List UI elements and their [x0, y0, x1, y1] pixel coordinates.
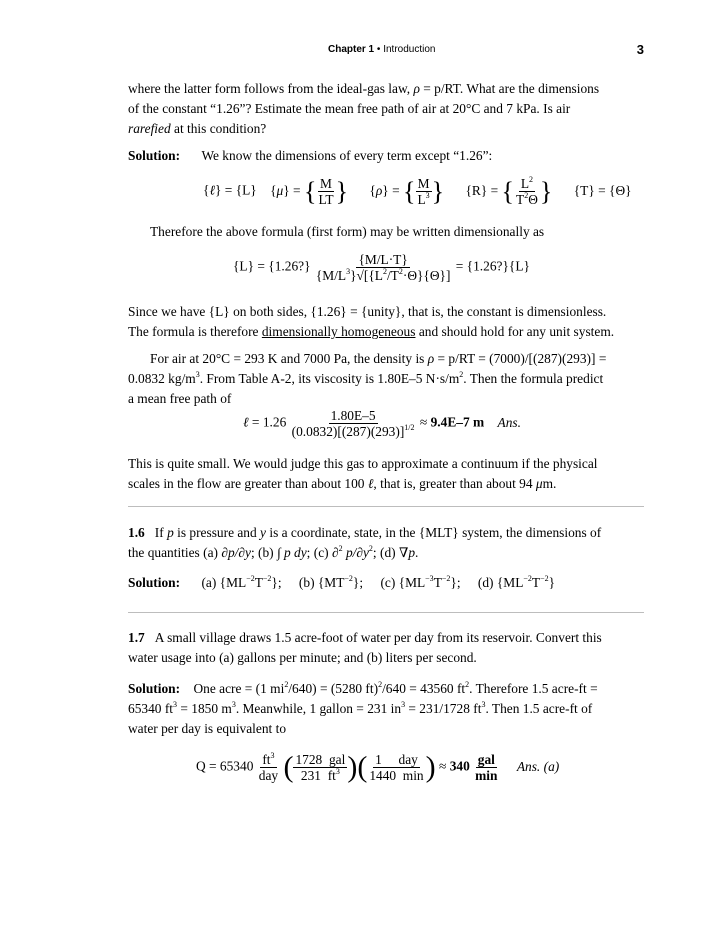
solution-label: Solution:	[128, 575, 181, 590]
text-line: where the latter form follows from the ideal-gas law, ρ = p/RT. What are the dimensions	[128, 81, 600, 96]
problem-1-7	[128, 628, 644, 668]
mean-free-path-equation	[243, 408, 521, 439]
section-label: Introduction	[383, 44, 436, 55]
eq-length: {ℓ} = {L}	[203, 182, 257, 198]
text-line: of the constant “1.26”? Estimate the mean free path of air at 20°C and 7 kPa. Is air	[128, 101, 571, 116]
unit-num: gal	[477, 752, 495, 767]
approx-sign: ≈	[419, 414, 428, 430]
small-paragraph	[128, 454, 644, 494]
section-divider	[128, 612, 644, 613]
text-fragment: and should hold for any unit system.	[415, 324, 615, 339]
eq-t: {T} = {Θ}	[573, 182, 632, 198]
unit-gal-min	[473, 752, 499, 783]
problem-text	[128, 79, 644, 139]
eq2-num: {M/L·T}	[358, 252, 408, 267]
solution-text: We know the dimensions of every term except “1.26”:	[201, 148, 493, 163]
paren-close: )	[347, 750, 358, 784]
eq-rho: {ρ} = { $\frac{M}{L^3}$ }	[369, 176, 445, 207]
section-divider	[128, 506, 644, 507]
frac-num: M	[320, 176, 332, 191]
page-header	[128, 43, 644, 59]
eq3-result: 9.4E–7 m	[430, 414, 485, 430]
approx-sign: ≈	[438, 758, 447, 774]
problem-1-6	[128, 523, 644, 563]
chapter-label: Chapter 1	[328, 44, 375, 55]
eq3-fraction	[290, 408, 417, 439]
eq3-lhs: ℓ = 1.26	[243, 414, 287, 430]
problem-number: 1.7	[128, 630, 145, 645]
air-paragraph	[128, 349, 644, 409]
therefore-line: Therefore the above formula (first form) may be written dimensionally as	[150, 224, 545, 239]
frac-den: LT	[318, 192, 334, 207]
flow-equation	[196, 752, 559, 783]
solution-line	[128, 148, 492, 164]
solution-label: Solution:	[128, 681, 181, 696]
solution-label: Solution:	[128, 148, 181, 163]
page-number: 3	[636, 42, 644, 57]
text-fragment: The formula is therefore	[128, 324, 262, 339]
eq3-den: $(0.0832)[(287)(293)]^{1/2}$	[291, 423, 415, 439]
text-line	[128, 322, 644, 342]
answer-a: (a) $\{ML^{-2}T^{-2}\}$;	[201, 574, 282, 590]
text-line	[128, 628, 644, 648]
text-line: the quantities (a) ∂p/∂y; (b) ∫ p dy; (c) ∂$^2$ $p/\partial y^2$; (d) ∇p.	[128, 544, 419, 560]
eq3-num: 1.80E–5	[330, 408, 376, 423]
eq2-lhs: {L} = {1.26?}	[233, 258, 311, 274]
running-head	[328, 44, 435, 55]
emphasis-rarefied: rarefied	[128, 121, 171, 136]
text-line: Solution: One acre = (1 $mi^2/640) = (5280$ ft)$^2$/640 = 43560 $ft^2$. Therefore 1.5 acre-ft =	[128, 680, 598, 696]
text-line: water per day is equivalent to	[128, 721, 287, 736]
bullet-separator: •	[376, 44, 381, 55]
text-line: For air at 20°C = 293 K and 7000 Pa, the density is ρ = p/RT = (7000)/[(287)(293)] =	[150, 351, 607, 366]
q-lhs: Q = 65340	[196, 758, 254, 774]
text-line: water usage into (a) gallons per minute; and (b) liters per second.	[128, 650, 477, 665]
answer-c: (c) $\{ML^{-3}T^{-2}\}$;	[380, 574, 461, 590]
dimension-equation	[203, 176, 632, 207]
answer-label: Ans.	[497, 414, 521, 430]
solution-1-7	[128, 679, 644, 739]
text-line: 1.6 If p is pressure and y is a coordinate, state, in the {MLT} system, the dimensions of	[128, 525, 602, 540]
text-line	[128, 119, 644, 139]
eq2-den: $\{M/L^3\}√[\{L^2/T^2\cdot\Theta\}\{\Theta\}]$	[315, 267, 451, 283]
text-fragment: at this condition?	[170, 121, 267, 136]
answer-d: (d) $\{ML^{-2}T^{-2}\}$	[477, 574, 556, 590]
eq2-rhs: = {1.26?}{L}	[455, 258, 530, 274]
paren-open: (	[357, 750, 368, 784]
dimension-equation-2	[233, 252, 530, 283]
frac-den: day	[258, 768, 279, 783]
text-line: Since we have {L} on both sides, {1.26} = {unity}, that is, the constant is dimensionless.	[128, 304, 607, 319]
solution-1-6	[128, 575, 555, 591]
paren-open: (	[283, 750, 294, 784]
eq-r: {R} = { $\frac{L^2}{T^2\Theta}$ }	[465, 175, 553, 207]
fraction-ft3-day: $\frac{ft^3}{\text{day}}$	[258, 751, 279, 783]
fraction-gal-ft3: $\frac{\text{1728 gal}}{231 ft^3}$	[295, 752, 346, 783]
underlined-term: dimensionally homogeneous	[261, 324, 416, 339]
text-line: scales in the flow are greater than about 100 ℓ, that is, greater than about 94 μm.	[128, 476, 557, 491]
text-fragment: A small village draws 1.5 acre-foot of water per day from its reservoir. Convert this	[154, 630, 602, 645]
eq2-fraction	[314, 252, 453, 283]
text-line: This is quite small. We would judge this gas to approximate a continuum if the physical	[128, 456, 598, 471]
text-line: 65340 $ft^3 = 1850$ $m^3$. Meanwhile, 1 gallon = 231 $in^3 = 231/1728$ $ft^3$. Then 1.5 acre-ft of	[128, 700, 593, 716]
paren-close: )	[425, 750, 436, 784]
answer-b: (b) $\{MT^{-2}\}$;	[298, 574, 364, 590]
problem-number: 1.6	[128, 525, 145, 540]
text-line: a mean free path of	[128, 391, 232, 406]
answer-label: Ans. (a)	[516, 758, 560, 774]
q-result: 340	[449, 758, 470, 774]
since-paragraph	[128, 302, 644, 342]
fraction-day-min: $\frac{\text{1 day}}{1440 \min}$	[369, 752, 424, 783]
text-line: 0.0832 $kg/m^3$. From Table A-2, its viscosity is 1.80E–5 $N\cdot s/m^2$. Then the formula predict	[128, 370, 604, 386]
eq-mu: {μ} = { $\frac{M}{LT}$ }	[270, 176, 349, 207]
unit-den: min	[475, 768, 498, 783]
